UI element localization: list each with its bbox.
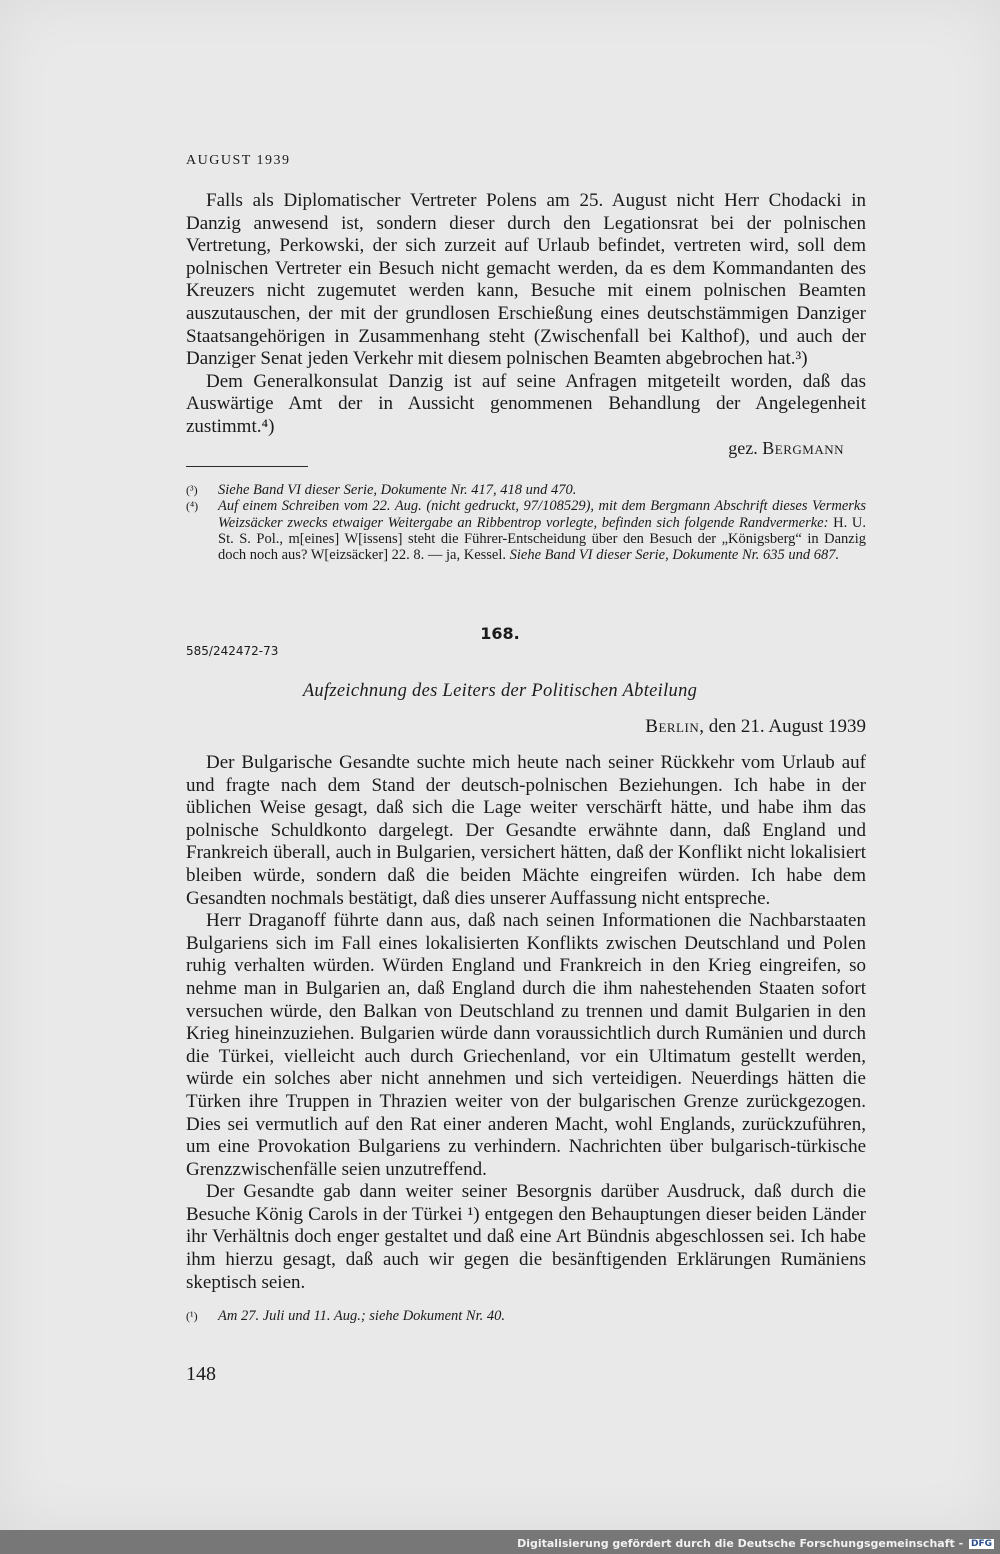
dateline <box>645 716 866 738</box>
signature <box>728 438 844 459</box>
footnote-text: Am 27. Juli und 11. Aug.; siehe Dokument Nr. 40. <box>218 1308 506 1324</box>
footnote-text: Siehe Band VI dieser Serie, Dokumente Nr. 417, 418 und 470. <box>218 482 577 498</box>
dateline-place: Berlin <box>645 716 700 737</box>
dfg-logo: DFG <box>970 1539 992 1549</box>
footnotes-bottom <box>186 1308 866 1324</box>
signature-name: Bergmann <box>762 438 844 458</box>
footnote-divider <box>186 466 308 467</box>
file-reference: 585/242472-73 <box>186 644 279 658</box>
footnotes-top <box>186 482 866 563</box>
running-head: AUGUST 1939 <box>186 153 291 168</box>
paragraph: Herr Draganoff führte dann aus, daß nach seinen Informationen die Nachbarstaaten Bulgariens sich im Fall eines lokalisierten Konflikts zwischen Deutschland und Polen ruhig verhalten würden. Würden England und Frankreich in den Krieg eingreifen, so nehme man in Bulgarien an, daß England durch die ihm nahestehenden Staaten sofort versuchen würde, den Balkan von Deutschland zu trennen und damit Bulgarien in den Krieg hineinzuziehen. Bulgarien würde dann voraussichtlich durch Rumänien und durch die Türkei, vielleicht auch durch Griechenland, vor ein Ultimatum gestellt werden, würde ein solches aber nicht annehmen und sich verteidigen. Neuerdings hätten die Türken ihre Truppen in Thrazien weiter von der bulgarischen Grenze zurückgezogen. Dies sei vermutlich auf den Rat einer anderen Macht, wohl Englands, zurückzuführen, um eine Provokation Bulgariens zu verhindern. Nachrichten über bulgarisch-türkische Grenzzwischenfälle seien unzutreffend. <box>186 910 866 1180</box>
footnote-text-plain: H. U. St. S. Pol., m[eines] W[issens] steht die Führer-Entscheidung über den Besuch der „Königsberg“ in Danzig doch noch aus? W[eizsäcker] 22. 8. — ja, Kessel. <box>218 514 866 564</box>
signature-prefix: gez. <box>728 438 763 458</box>
credit-text: Digitalisierung gefördert durch die Deutsche Forschungsgemeinschaft - <box>517 1537 964 1550</box>
digitization-credit <box>517 1537 994 1550</box>
footnote <box>186 1308 866 1324</box>
footnote-number: (⁴) <box>186 499 199 514</box>
document-number: 168. <box>480 624 520 643</box>
paragraph: Der Gesandte gab dann weiter seiner Besorgnis darüber Ausdruck, daß durch die Besuche König Carols in der Türkei ¹) entgegen den Behauptungen dieser beiden Länder ihr Verhältnis doch enger gestaltet und daß eine Art Bündnis abgeschlossen sei. Ich habe ihm hierzu gesagt, daß auch wir gegen die besänftigenden Erklärungen Rumäniens skeptisch seien. <box>186 1181 866 1293</box>
paragraph: Dem Generalkonsulat Danzig ist auf seine Anfragen mitgeteilt worden, daß das Auswärtige Amt der in Aussicht genommenen Behandlung der Angelegenheit zustimmt.⁴) <box>186 370 866 437</box>
footnote <box>186 482 866 498</box>
dateline-date: , den 21. August 1939 <box>699 716 866 737</box>
paragraph: Falls als Diplomatischer Vertreter Polens am 25. August nicht Herr Chodacki in Danzig anwesend ist, sondern dieser durch den Legationsrat bei der polnischen Vertretung, Perkowski, der sich zurzeit auf Urlaub befindet, vertreten wird, soll dem polnischen Vertreter ein Besuch nicht gemacht werden, da es dem Kommandanten des Kreuzers nicht zugemutet werden kann, Besuche mit einem polnischen Beamten auszutauschen, der mit der grundlosen Erschießung eines deutschstämmigen Danziger Staatsangehörigen in Zusammenhang steht (Zwischenfall bei Kalthof), und auch der Danziger Senat jeden Verkehr mit diesem polnischen Beamten abgebrochen hat.³) <box>186 190 866 370</box>
document-title: Aufzeichnung des Leiters der Politischen Abteilung <box>302 681 698 701</box>
footnote-number: (³) <box>186 483 198 497</box>
footnote-text-italic: Auf einem Schreiben vom 22. Aug. (nicht gedruckt, 97/108529), mit dem Bergmann Abschrift dieses Vermerks Weizsäcker zwecks etwaiger Weitergabe an Ribbentrop vorlegte, befinden sich folgende Randvermerke: <box>218 498 866 531</box>
paragraph: Der Bulgarische Gesandte suchte mich heute nach seiner Rückkehr vom Urlaub auf und fragte nach dem Stand der deutsch-polnischen Beziehungen. Ich habe in der üblichen Weise gesagt, daß sich die Lage weiter verschärft hätte, und habe ihm das polnische Schuldkonto dargelegt. Der Gesandte erwähnte dann, daß England und Frankreich überall, auch in Bulgarien, versichert hätten, daß der Konflikt nicht lokalisiert bleiben würde, sondern daß die beiden Mächte eingreifen würden. Ich habe dem Gesandten nochmals bestätigt, daß dies unserer Auffassung nicht entspreche. <box>186 752 866 909</box>
footnote-text-italic-2: Siehe Band VI dieser Serie, Dokumente Nr. 635 und 687. <box>509 547 840 564</box>
page-number: 148 <box>186 1363 216 1385</box>
footnote-number: (¹) <box>186 1309 198 1323</box>
top-section-text <box>186 190 866 439</box>
document-body <box>186 752 866 1294</box>
footnote <box>186 498 866 563</box>
